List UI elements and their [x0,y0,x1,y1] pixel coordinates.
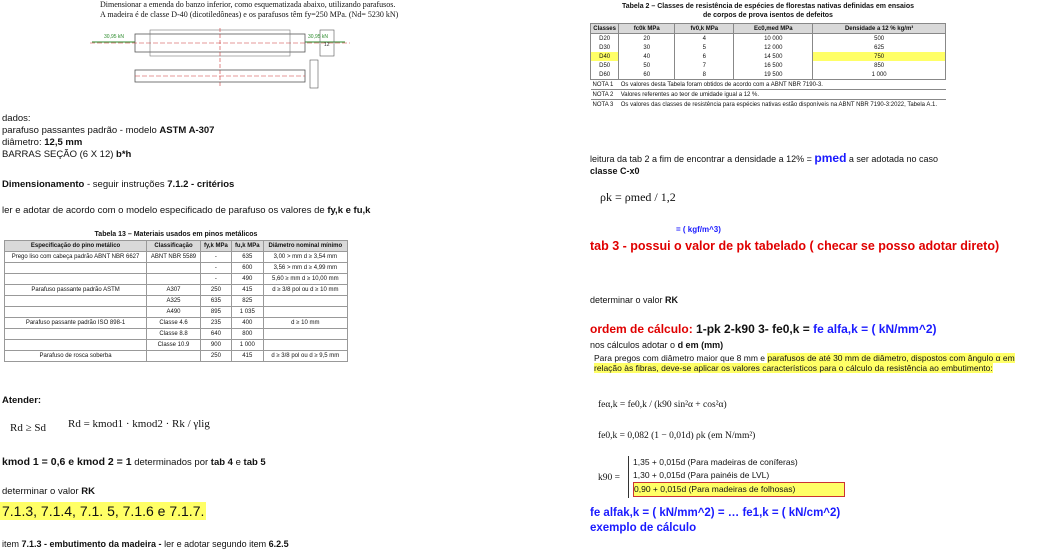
ler-adotar-line: ler e adotar de acordo com o modelo especificado de parafuso os valores de fy,k e fu,k [2,205,371,216]
table2-row [591,61,946,70]
table2-header: Ec0,med MPa [734,24,813,34]
table13-cell [5,274,147,285]
table2-cell: D60 [591,70,619,80]
equation-fe-alpha: feα,k = fe0,k / (k90 sin²α + cos²α) [598,400,727,410]
table13-row [5,274,348,285]
table13-cell: 895 [200,307,231,318]
table13-cell: 490 [231,274,263,285]
final-line-1: fe alfak,k = ( kN/mm^2) = … fe1,k = ( kN/cm^2) [590,507,841,519]
table13-cell [263,307,347,318]
dimensionamento-line: Dimensionamento - seguir instruções 7.1.2 - critérios [2,179,235,190]
table13-cell: 5,60 ≥ mm d ≥ 10,00 mm [263,274,347,285]
table13-cell: A490 [147,307,201,318]
problem-line-1: Dimensionar a emenda do banzo inferior, como esquematizada abaixo, utilizando parafusos. [100,0,396,9]
table13-cell: ABNT NBR 5589 [147,252,201,263]
ordem-calculo: ordem de cálculo: 1-pk 2-k90 3- fe0,k = fe alfa,k = ( kN/mm^2) [590,322,937,336]
table13-row [5,285,348,296]
table13-cell: Parafuso passante padrão ISO 898-1 [5,318,147,329]
table13-cell: - [200,263,231,274]
dados-line-2: diâmetro: 12,5 mm [2,137,83,148]
table13-cell: Classe 8.8 [147,329,201,340]
table13-row [5,340,348,351]
final-block [590,506,840,536]
dados-label: dados: [2,113,31,124]
table13-cell [5,296,147,307]
table2-header: Densidade a 12 % kg/m³ [813,24,946,34]
table2-cell: 14 500 [734,52,813,61]
table2-header: Classes [591,24,619,34]
table13-cell [263,340,347,351]
final-line-2: exemplo de cálculo [590,522,697,534]
table13-cell: - [200,252,231,263]
table2-cell: 10 000 [734,34,813,44]
table13-cell: 635 [231,252,263,263]
table13-cell: 600 [231,263,263,274]
table2-cell: 6 [675,52,734,61]
table2-header: fv0,k MPa [675,24,734,34]
force-right-label: 30,95 kN [308,34,329,40]
dados-line-1: parafuso passantes padrão - modelo ASTM A-307 [2,125,215,136]
dimension-label: 12 [324,42,330,48]
determinar-rk-right: determinar o valor RK [590,295,679,305]
leitura-line: leitura da tab 2 a fim de encontrar a densidade a 12% = pmed a ser adotada no caso [590,151,938,165]
table2-cell: D40 [591,52,619,61]
nos-calculos: nos cálculos adotar o d em (mm) [590,340,724,350]
note-label: NOTA 3 [591,100,619,110]
table2-cell: 1 000 [813,70,946,80]
table2-container [590,2,946,109]
formula-rd: Rd = kmod1 · kmod2 · Rk / γlig [68,418,210,430]
table2-note [591,100,946,110]
table13-cell [147,263,201,274]
table13-row [5,307,348,318]
table2-cell: 4 [675,34,734,44]
rho-formula: ρk = ρmed / 1,2 [600,190,676,204]
table13-cell: A325 [147,296,201,307]
table13-header: Classificação [147,241,201,252]
table2-cell: 7 [675,61,734,70]
table2-cell: D50 [591,61,619,70]
table2-row [591,34,946,44]
table2-cell: 19 500 [734,70,813,80]
k90-lvl: 1,30 + 0,015d (Para painéis de LVL) [633,470,770,480]
table13-cell: 1 035 [231,307,263,318]
table13-cell: 900 [200,340,231,351]
table13-cell: 3,56 > mm d ≥ 4,99 mm [263,263,347,274]
kmod-line: kmod 1 = 0,6 e kmod 2 = 1 determinados por tab 4 e tab 5 [2,456,266,468]
table2-cell: 750 [813,52,946,61]
table2-cell: 16 500 [734,61,813,70]
dados-line-3: BARRAS SEÇÃO (6 X 12) b*h [2,149,132,160]
table13-title: Tabela 13 – Materiais usados em pinos metálicos [94,231,258,238]
quote-text: Para pregos com diâmetro maior que 8 mm e parafusos de até 30 mm de diâmetro, dispostos com ângulo α em relação às fibras, deve-se aplicar os valores característicos para o cálculo da resistência ao embutimento: [594,353,1015,373]
table13-cell: Classe 10.9 [147,340,201,351]
leitura-block [590,152,1030,177]
table13-cell [5,263,147,274]
table2-row [591,43,946,52]
table2-cell: 30 [619,43,675,52]
tab3-note: tab 3 - possui o valor de pk tabelado ( checar se posso adotar direto) [590,239,1000,253]
table2-row [591,70,946,80]
table2-cell: 850 [813,61,946,70]
table13 [4,240,348,362]
table13-row [5,296,348,307]
table2-cell: D30 [591,43,619,52]
table13-cell: 250 [200,351,231,362]
formula-rd-sd: Rd ≥ Sd [10,422,46,434]
table13-cell: 635 [200,296,231,307]
table13-row [5,263,348,274]
table13-cell [147,351,201,362]
table13-cell [263,329,347,340]
note-text: Valores referentes ao teor de umidade igual a 12 %. [619,90,946,100]
table2 [590,23,946,109]
leitura-classe: classe C-x0 [590,166,640,176]
note-text: Os valores das classes de resistência para espécies nativas estão disponíveis na ABNT NBR 7190-3:2022, Tabela A.1. [619,100,946,110]
table13-cell: 825 [231,296,263,307]
table13-cell: Parafuso de rosca soberba [5,351,147,362]
table2-cell: 5 [675,43,734,52]
table2-cell: 40 [619,52,675,61]
table13-cell: A307 [147,285,201,296]
table13-cell [5,340,147,351]
table13-cell: 640 [200,329,231,340]
note-label: NOTA 2 [591,90,619,100]
table2-cell: 12 000 [734,43,813,52]
table13-cell [263,296,347,307]
k90-folhosas: 0,90 + 0,015d (Para madeiras de folhosas) [633,482,845,497]
table13-cell: - [200,274,231,285]
table2-note [591,90,946,100]
table2-header: fc0k MPa [619,24,675,34]
note-label: NOTA 1 [591,80,619,90]
table13-container [4,230,348,362]
equation-fe0: fe0,k = 0,082 (1 − 0,01d) ρk (em N/mm²) [598,431,756,441]
table13-cell: 1 000 [231,340,263,351]
atender-label: Atender: [2,395,42,406]
table13-cell: Parafuso passante padrão ASTM [5,285,147,296]
table13-cell: 415 [231,285,263,296]
table13-row [5,252,348,263]
note-text: Os valores desta Tabela foram obtidos de acordo com a ABNT NBR 7190-3. [619,80,946,90]
table13-cell: 235 [200,318,231,329]
determinar-rk-left: determinar o valor RK [2,486,95,497]
force-left-label: 30,95 kN [104,34,125,40]
table13-row [5,329,348,340]
table13-cell: 3,00 > mm d ≥ 3,54 mm [263,252,347,263]
table2-cell: 625 [813,43,946,52]
dados-block [2,113,214,161]
table13-cell: 415 [231,351,263,362]
problem-statement [100,0,460,20]
table2-cell: 60 [619,70,675,80]
item-713-line: item 7.1.3 - embutimento da madeira - ler e adotar segundo item 6.2.5 [2,539,289,549]
table13-cell [5,307,147,318]
problem-line-2: A madeira é de classe D-40 (dicotiledôneas) e os parafusos têm fy=250 MPa. (Nd= 5230 kN) [100,10,399,19]
table13-cell: d ≥ 3/8 pol ou d ≥ 10 mm [263,285,347,296]
table2-row [591,52,946,61]
table13-header: fu,k MPa [231,241,263,252]
table2-title: Tabela 2 – Classes de resistência de espécies de florestas nativas definidas em ensaios de corpos de prova isentos de defeitos [621,3,915,19]
k90-label: k90 = [598,473,620,483]
table13-cell: d ≥ 10 mm [263,318,347,329]
table13-cell: Classe 4.6 [147,318,201,329]
table2-cell: 20 [619,34,675,44]
table13-header: Especificação do pino metálico [5,241,147,252]
items-highlight: 7.1.3, 7.1.4, 7.1. 5, 7.1.6 e 7.1.7. [2,503,205,519]
splice-diagram [90,26,350,92]
table2-note [591,80,946,90]
table13-cell: 800 [231,329,263,340]
table2-cell: 50 [619,61,675,70]
table13-cell [147,274,201,285]
table13-header: fy,k MPa [200,241,231,252]
table13-row [5,351,348,362]
table2-cell: D20 [591,34,619,44]
table13-cell: d ≥ 3/8 pol ou d ≥ 9,5 mm [263,351,347,362]
table2-cell: 8 [675,70,734,80]
table13-cell: 400 [231,318,263,329]
k90-coniferas: 1,35 + 0,015d (Para madeiras de coníferas) [633,457,798,467]
table13-cell: 250 [200,285,231,296]
kgf-unit: = ( kgf/m^3) [676,225,721,234]
table13-header: Diâmetro nominal mínimo [263,241,347,252]
table13-cell [5,329,147,340]
table2-cell: 500 [813,34,946,44]
k90-options [628,456,845,498]
table13-row [5,318,348,329]
table13-cell: Prego liso com cabeça padrão ABNT NBR 6627 [5,252,147,263]
